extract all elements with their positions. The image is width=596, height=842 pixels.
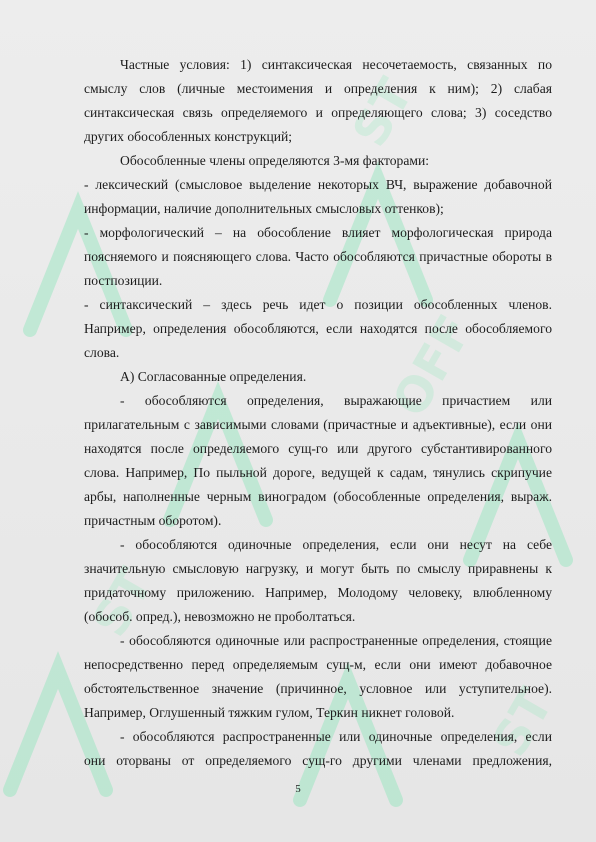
watermark-glyph: ST bbox=[81, 559, 165, 646]
text-line: Например, определения обособляются, если находятся после обособляемого bbox=[84, 321, 552, 336]
text-line: - обособляются определения, выражающие причастием или bbox=[120, 393, 552, 408]
text-line: поясняемого и поясняющего слова. Часто обособляются причастные обороты в bbox=[84, 249, 552, 264]
text-line: обстоятельственное значение (причинное, условное или уступительное). bbox=[84, 681, 552, 696]
watermark-glyph: OFF bbox=[381, 305, 484, 426]
text-line: арбы, наполненные черным виноградом (обособленные определения, выраж. bbox=[84, 489, 552, 504]
text-line: - обособляются распространенные или одиночные определения, если bbox=[120, 729, 552, 744]
text-line: слова. bbox=[84, 345, 120, 360]
text-line: Частные условия: 1) синтаксическая несочетаемость, связанных по bbox=[120, 57, 552, 72]
watermark-glyph: ST bbox=[481, 679, 565, 766]
text-line: они оторваны от определяемого сущ-го другими членами предложения, bbox=[84, 753, 552, 768]
text-line: Например, Оглушенный тяжким гулом, Теркин никнет головой. bbox=[84, 705, 455, 720]
text-line: смыслу слов (личные местоимения и определения к ним); 2) слабая bbox=[84, 81, 552, 96]
text-line: прилагательным с зависимыми словами (причастные и адъективные), если они bbox=[84, 417, 552, 432]
text-line: - обособляются одиночные или распространенные определения, стоящие bbox=[120, 633, 552, 648]
page-number: 5 bbox=[295, 783, 301, 795]
text-line: информации, наличие дополнительных смысловых оттенков); bbox=[84, 201, 444, 216]
text-line: других обособленных конструкций; bbox=[84, 129, 293, 144]
text-line: (обособ. опред.), невозможно не проболтаться. bbox=[84, 609, 356, 624]
text-line: причастным оборотом). bbox=[84, 513, 222, 528]
text-line: слова. Например, По пыльной дороге, ведущей к садам, тянулись скрипучие bbox=[84, 465, 552, 480]
text-line: придаточному приложению. Например, Молодому человеку, влюбленному bbox=[84, 585, 552, 600]
text-line: - морфологический – на обособление влияет морфологическая природа bbox=[84, 225, 552, 240]
text-line: - обособляются одиночные определения, если они несут на себе bbox=[120, 537, 552, 552]
text-line: постпозиции. bbox=[84, 273, 163, 288]
text-line: значительную смысловую нагрузку, и могут быть по смыслу приравнены к bbox=[84, 561, 552, 576]
text-line: находятся после определяемого сущ-го или другого субстантивированного bbox=[84, 441, 552, 456]
text-line: А) Согласованные определения. bbox=[120, 369, 307, 384]
text-line: Обособленные члены определяются 3-мя факторами: bbox=[120, 153, 430, 168]
watermark-glyph: ST bbox=[341, 69, 425, 156]
text-line: синтаксическая связь определяемого и определяющего слова; 3) соседство bbox=[84, 105, 552, 120]
text-line: непосредственно перед определяемым сущ-м, если они имеют добавочное bbox=[84, 657, 552, 672]
text-line: - лексический (смысловое выделение некоторых ВЧ, выражение добавочной bbox=[84, 177, 552, 192]
text-line: - синтаксический – здесь речь идет о позиции обособленных членов. bbox=[84, 297, 552, 312]
